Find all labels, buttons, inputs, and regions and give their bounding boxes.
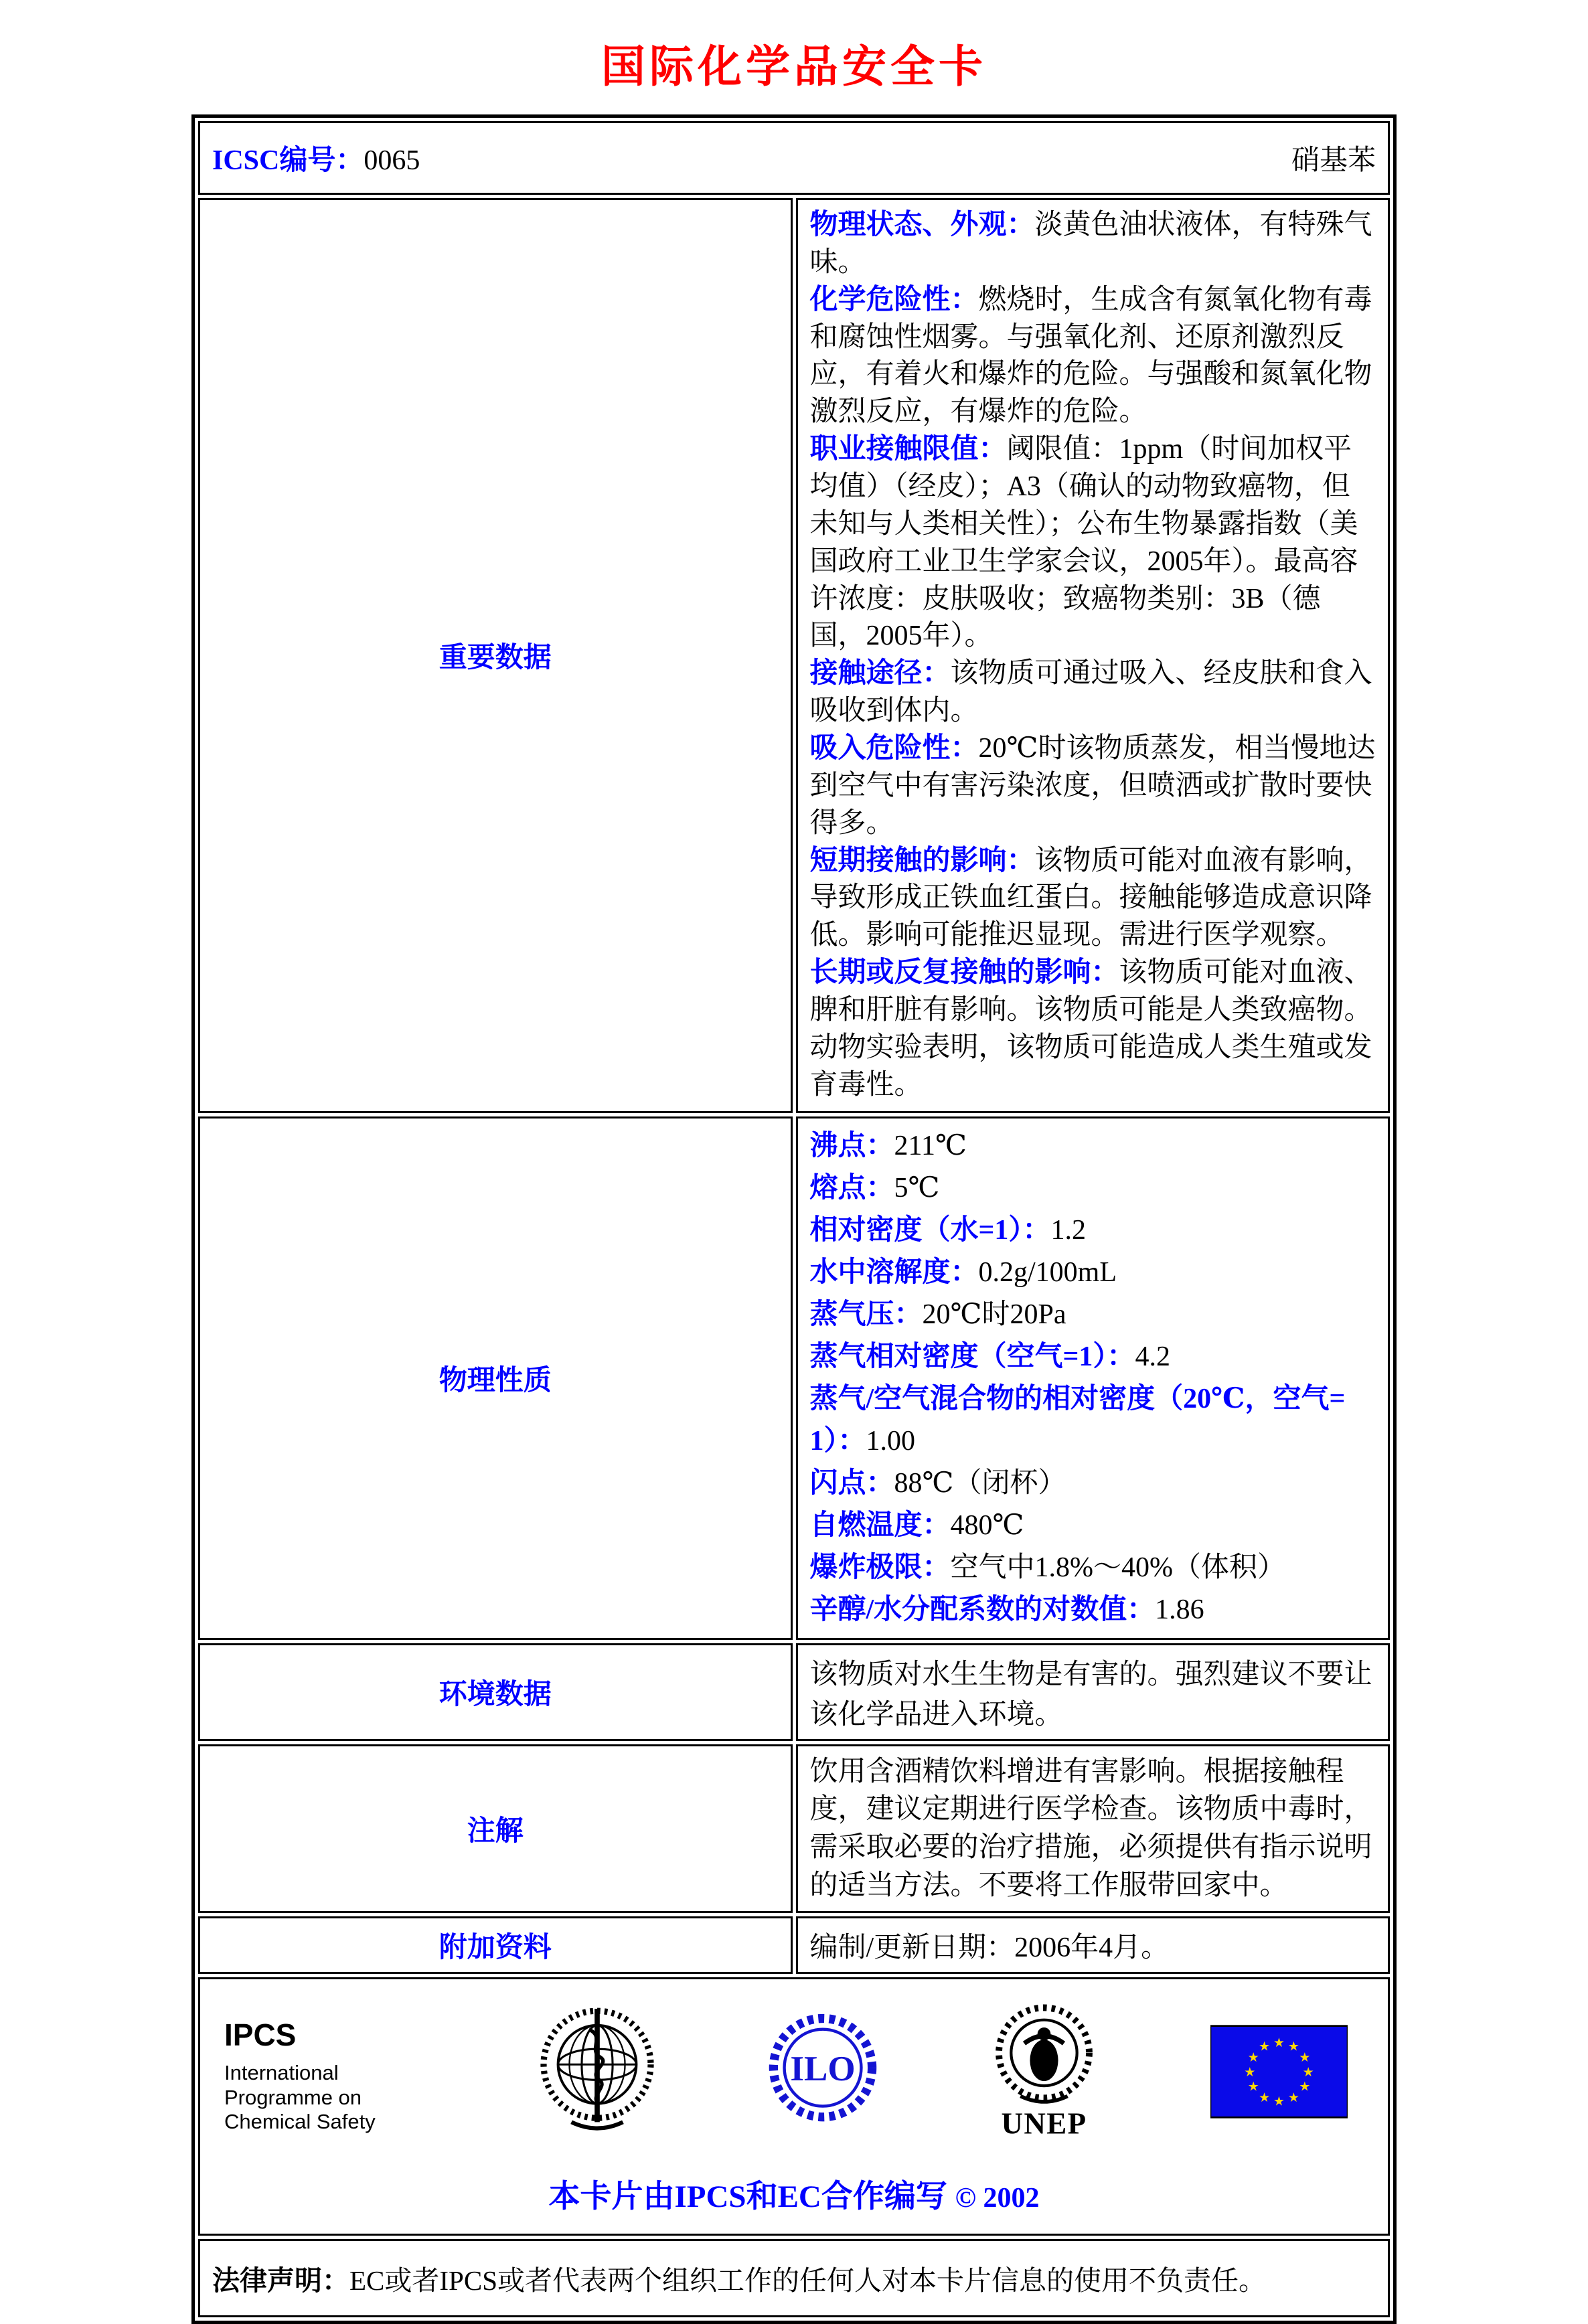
logos-row	[198, 1977, 1390, 2236]
physical-property-label: 辛醇/水分配系数的对数值：	[809, 1594, 1156, 1625]
additional-info-text: 编制/更新日期：2006年4月。	[796, 1916, 1391, 1974]
physical-property-value: 0.2g/100mL	[978, 1256, 1117, 1288]
physical-property-item	[810, 1336, 1376, 1378]
attribution-line	[220, 2171, 1368, 2216]
important-data-item-label: 吸入危险性：	[809, 733, 979, 764]
svg-text:★: ★	[1302, 2064, 1314, 2080]
legal-row	[198, 2239, 1390, 2317]
important-data-item	[810, 282, 1376, 431]
environmental-data-text: 该物质对水生生物是有害的。强烈建议不要让该化学品进入环境。	[796, 1643, 1391, 1741]
svg-text:★: ★	[1287, 2090, 1299, 2106]
ipcs-line2: Programme on	[224, 2085, 362, 2109]
legal-text: EC或者IPCS或者代表两个组织工作的任何人对本卡片信息的使用不负责任。	[349, 2265, 1266, 2297]
physical-properties-row-label: 物理性质	[198, 1116, 793, 1640]
important-data-item-label: 职业接触限值：	[809, 434, 1007, 465]
svg-text:★: ★	[1299, 2079, 1311, 2095]
physical-property-label: 沸点：	[809, 1130, 894, 1161]
physical-property-item	[810, 1125, 1376, 1167]
important-data-item-text: 20℃时该物质蒸发，相当慢地达到空气中有害污染浓度，但喷洒或扩散时要快得多。	[809, 733, 1376, 839]
physical-property-value: 480℃	[950, 1509, 1024, 1541]
ipcs-text-block	[224, 2017, 425, 2135]
svg-text:★: ★	[1287, 2038, 1299, 2054]
legal-cell	[198, 2239, 1390, 2317]
important-data-item-text: 淡黄色油状液体，有特殊气味。	[809, 210, 1372, 278]
chemical-name: 硝基苯	[1291, 145, 1376, 176]
physical-property-label: 水中溶解度：	[809, 1256, 979, 1288]
svg-text:★: ★	[1273, 2093, 1285, 2109]
physical-property-label: 闪点：	[809, 1467, 894, 1499]
unep-logo-icon	[992, 2002, 1096, 2149]
svg-text:★: ★	[1299, 2050, 1311, 2066]
important-data-content	[796, 198, 1391, 1113]
physical-property-label: 蒸气压：	[809, 1299, 923, 1330]
important-data-item	[810, 431, 1376, 655]
physical-property-label: 蒸气/空气混合物的相对密度（20℃，空气=1）：	[809, 1383, 1346, 1457]
icsc-number-group	[212, 138, 420, 178]
important-data-item-label: 长期或反复接触的影响：	[809, 957, 1119, 989]
physical-property-value: 4.2	[1135, 1341, 1170, 1372]
physical-property-value: 1.86	[1155, 1594, 1204, 1625]
important-data-row-label: 重要数据	[198, 198, 793, 1113]
additional-info-row	[198, 1916, 1390, 1974]
legal-label: 法律声明：	[212, 2265, 349, 2297]
notes-row	[198, 1744, 1390, 1914]
important-data-item-label: 短期接触的影响：	[809, 845, 1035, 876]
icsc-card-table	[191, 114, 1397, 2324]
physical-property-item	[810, 1463, 1376, 1505]
icsc-number-value: 0065	[364, 145, 420, 176]
important-data-item	[810, 843, 1376, 955]
svg-text:★: ★	[1247, 2050, 1259, 2066]
important-data-item-text: 该物质可通过吸入、经皮肤和食入吸收到体内。	[809, 658, 1372, 727]
who-logo-icon	[540, 2005, 654, 2146]
physical-property-item	[810, 1167, 1376, 1210]
ilo-logo-text: ILO	[790, 2050, 856, 2089]
physical-property-value: 1.2	[1050, 1214, 1086, 1246]
physical-property-item	[810, 1589, 1376, 1631]
svg-text:★: ★	[1247, 2079, 1259, 2095]
important-data-item-text: 该物质可能对血液、脾和肝脏有影响。该物质可能是人类致癌物。动物实验表明，该物质可能造成人类生殖或发育毒性。	[809, 957, 1372, 1100]
environmental-data-row	[198, 1643, 1390, 1741]
physical-property-item	[810, 1294, 1376, 1336]
important-data-item	[810, 954, 1376, 1104]
physical-property-item	[810, 1252, 1376, 1294]
eu-flag-icon	[1210, 2025, 1348, 2126]
notes-row-label: 注解	[198, 1744, 793, 1914]
physical-property-value: 1.00	[866, 1425, 916, 1457]
svg-text:★: ★	[1273, 2035, 1285, 2051]
ipcs-line3: Chemical Safety	[224, 2110, 376, 2134]
physical-property-label: 蒸气相对密度（空气=1）：	[809, 1341, 1135, 1372]
important-data-row	[198, 198, 1390, 1113]
physical-property-label: 爆炸极限：	[809, 1552, 951, 1583]
attribution-text: 本卡片由IPCS和EC合作编写	[548, 2179, 947, 2215]
physical-property-value: 20℃时20Pa	[922, 1299, 1066, 1330]
physical-property-label: 相对密度（水=1）：	[809, 1214, 1051, 1246]
important-data-item	[810, 655, 1376, 730]
physical-property-label: 自燃温度：	[809, 1509, 951, 1541]
physical-property-item	[810, 1505, 1376, 1547]
important-data-item	[810, 730, 1376, 843]
additional-info-row-label: 附加资料	[198, 1916, 793, 1974]
important-data-item-text: 该物质可能对血液有影响，导致形成正铁血红蛋白。接触能够造成意识降低。影响可能推迟显现。需进行医学观察。	[809, 845, 1372, 951]
environmental-data-row-label: 环境数据	[198, 1643, 793, 1741]
physical-property-value: 5℃	[894, 1172, 940, 1204]
ipcs-line1: International	[224, 2061, 339, 2085]
page-title: 国际化学品安全卡	[601, 43, 987, 92]
header-row	[198, 121, 1390, 195]
physical-property-value: 88℃（闭杯）	[894, 1467, 1066, 1499]
ilo-logo-icon	[769, 2007, 877, 2143]
svg-text:★: ★	[1244, 2064, 1256, 2080]
physical-property-label: 熔点：	[809, 1172, 894, 1204]
physical-property-value: 空气中1.8%～40%（体积）	[950, 1552, 1285, 1583]
svg-text:★: ★	[1259, 2038, 1271, 2054]
copyright-text: © 2002	[955, 2183, 1040, 2214]
icsc-number-label: ICSC编号：	[212, 145, 364, 176]
notes-text: 饮用含酒精饮料增进有害影响。根据接触程度，建议定期进行医学检查。该物质中毒时，需采取必要的治疗措施，必须提供有指示说明的适当方法。不要将工作服带回家中。	[796, 1744, 1391, 1914]
unep-logo-text: UNEP	[1000, 2107, 1087, 2141]
physical-properties-content	[796, 1116, 1391, 1640]
important-data-item-label: 化学危险性：	[809, 284, 979, 315]
physical-property-item	[810, 1378, 1376, 1463]
header-cell	[198, 121, 1390, 195]
important-data-item	[810, 207, 1376, 282]
logos-cell	[198, 1977, 1390, 2236]
physical-property-item	[810, 1547, 1376, 1589]
physical-properties-row	[198, 1116, 1390, 1640]
important-data-item-label: 物理状态、外观：	[809, 210, 1035, 240]
physical-property-value: 211℃	[894, 1130, 967, 1161]
important-data-item-label: 接触途径：	[809, 658, 951, 689]
physical-property-item	[810, 1210, 1376, 1252]
important-data-item-text: 燃烧时，生成含有氮氧化物有毒和腐蚀性烟雾。与强氧化剂、还原剂激烈反应，有着火和爆炸的危险。与强酸和氮氧化物激烈反应，有爆炸的危险。	[809, 284, 1372, 428]
ipcs-acronym: IPCS	[224, 2017, 297, 2052]
svg-text:★: ★	[1259, 2090, 1271, 2106]
important-data-item-text: 阈限值：1ppm（时间加权平均值）（经皮）；A3（确认的动物致癌物，但未知与人类相关性）；公布生物暴露指数（美国政府工业卫生学家会议，2005年）。最高容许浓度：皮肤吸收；致癌物类别：3B（德国，2005年）。	[809, 434, 1358, 652]
